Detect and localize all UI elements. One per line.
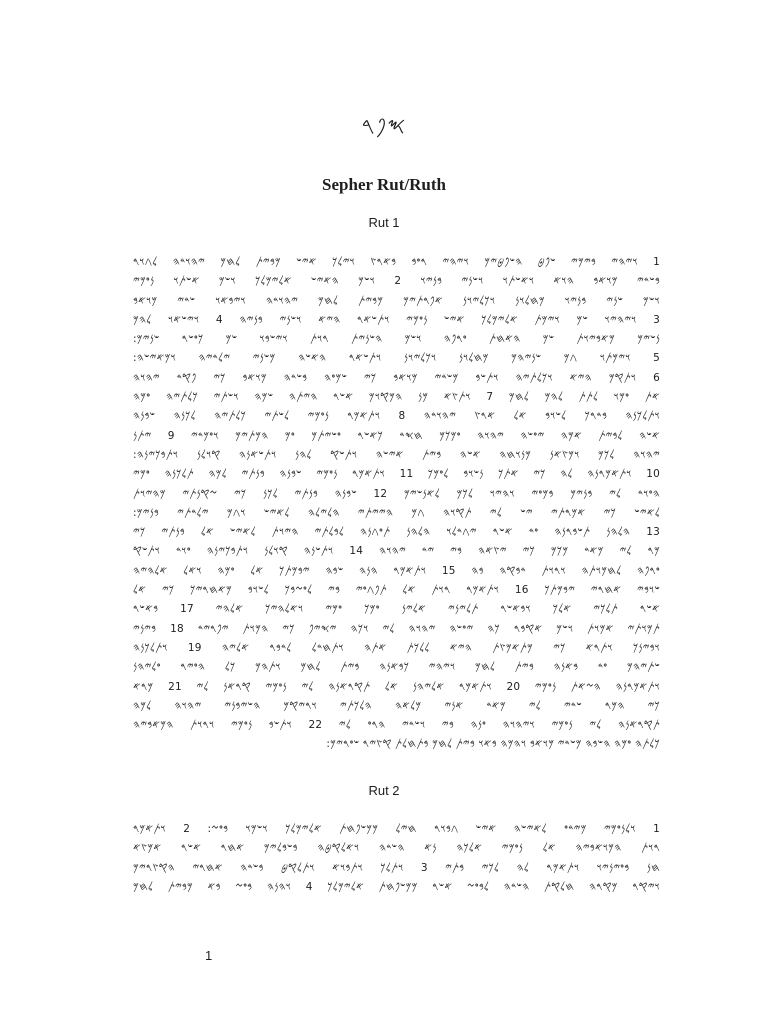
text-line: 𐤀𐤔𐤓 𐤕𐤋𐤊𐤉 𐤀𐤋𐤊 𐤅𐤁𐤀𐤔𐤓 𐤕𐤋𐤉𐤍𐤉 𐤀𐤋𐤉𐤍 𐤏𐤌𐤊 𐤏𐤌𐤉 𐤅𐤀𐤋𐤄𐤉𐤊 𐤀𐤋𐤄𐤉 17 𐤁𐤀𐤔𐤓 [133, 603, 660, 616]
text-line: 𐤓𐤅𐤕 𐤄𐤌𐤅𐤀𐤁𐤉𐤄 𐤀𐤋 𐤍𐤏𐤌𐤉 𐤀𐤋𐤊𐤄 𐤍𐤀 𐤄𐤔𐤃𐤄 𐤅𐤀𐤋𐤒𐤈𐤄 𐤁𐤔𐤁𐤋𐤉𐤌 𐤀𐤇𐤓 𐤀𐤔𐤓 𐤀𐤌𐤑𐤀 [133, 842, 660, 855]
text-line: 𐤌𐤓 𐤋𐤉 𐤌𐤀𐤃 𐤌𐤊𐤌 𐤊𐤉 𐤉𐤑𐤀𐤄 𐤁𐤉 𐤉𐤃 𐤉𐤄𐤅𐤄 14 𐤅𐤕𐤔𐤍𐤄 𐤒𐤅𐤋𐤍 𐤅𐤕𐤁𐤊𐤉𐤍𐤄 𐤏𐤅𐤃 𐤅𐤕𐤔𐤒 [133, 545, 660, 558]
text-line: 𐤍𐤔𐤉𐤌 𐤌𐤀𐤁𐤉𐤅𐤕 𐤔𐤌 𐤄𐤀𐤇𐤕 𐤏𐤓𐤐𐤄 𐤅𐤔𐤌 𐤄𐤔𐤍𐤉𐤕 𐤓𐤅𐤕 𐤅𐤉𐤔𐤁𐤅 𐤔𐤌 𐤊𐤏𐤔𐤓 𐤔𐤍𐤉𐤌: [133, 333, 660, 346]
text-line: 𐤀𐤔𐤄 𐤋𐤁𐤉𐤕 𐤀𐤌𐤄 𐤉𐤏𐤔𐤄 𐤉𐤄𐤅𐤄 𐤏𐤌𐤊𐤌 𐤇𐤎𐤃 𐤊𐤀𐤔𐤓 𐤏𐤔𐤉𐤕𐤌 𐤏𐤌 𐤄𐤌𐤕𐤉𐤌 𐤅𐤏𐤌𐤃𐤉 9 𐤉𐤕𐤍 [133, 429, 660, 442]
chapter-heading: Rut 2 [368, 783, 400, 798]
text-line: 3 𐤅𐤉𐤄𐤉𐤅 𐤔𐤌 𐤅𐤉𐤌𐤕 𐤀𐤋𐤉𐤌𐤋𐤊 𐤀𐤉𐤔 𐤍𐤏𐤌𐤉 𐤅𐤕𐤔𐤀𐤓 𐤄𐤉𐤀 𐤅𐤔𐤍𐤉 𐤁𐤍𐤉𐤄 4 𐤅𐤉𐤔𐤀𐤅 𐤋𐤄𐤌 [133, 313, 660, 326]
text-line: 𐤁𐤔𐤃𐤉 𐤌𐤅𐤀𐤁 𐤄𐤅𐤀 𐤅𐤀𐤔𐤕𐤅 𐤅𐤔𐤍𐤉 𐤁𐤍𐤉𐤅 2 𐤅𐤔𐤌 𐤄𐤀𐤉𐤔 𐤀𐤋𐤉𐤌𐤋𐤊 𐤅𐤔𐤌 𐤀𐤔𐤕𐤅 𐤍𐤏𐤌𐤉 [133, 275, 660, 288]
text-line: 𐤀𐤕 𐤏𐤌𐤅 𐤋𐤕𐤕 𐤋𐤄𐤌 𐤋𐤇𐤌 7 𐤅𐤕𐤑𐤀 𐤌𐤍 𐤄𐤌𐤒𐤅𐤌 𐤀𐤔𐤓 𐤄𐤉𐤕𐤄 𐤔𐤌𐤄 𐤅𐤔𐤕𐤉 𐤊𐤋𐤕𐤉𐤄 𐤏𐤌𐤄 [133, 391, 660, 404]
text-line: 𐤅𐤔𐤌 𐤔𐤍𐤉 𐤁𐤍𐤉𐤅 𐤌𐤇𐤋𐤅𐤍 𐤅𐤊𐤋𐤉𐤅𐤍 𐤀𐤐𐤓𐤕𐤉𐤌 𐤌𐤁𐤉𐤕 𐤋𐤇𐤌 𐤉𐤄𐤅𐤃𐤄 𐤅𐤉𐤁𐤀𐤅 𐤔𐤃𐤉 𐤌𐤅𐤀𐤁 [133, 294, 660, 307]
text-line: 13 𐤄𐤋𐤄𐤍 𐤕𐤔𐤁𐤓𐤍𐤄 𐤏𐤃 𐤀𐤔𐤓 𐤉𐤂𐤃𐤋𐤅 𐤄𐤋𐤄𐤍 𐤕𐤏𐤂𐤍𐤄 𐤋𐤁𐤋𐤕𐤉 𐤄𐤉𐤅𐤕 𐤋𐤀𐤉𐤔 𐤀𐤋 𐤁𐤍𐤕𐤉 𐤊𐤉 [133, 526, 660, 539]
text-line: 𐤄𐤏𐤅𐤃 𐤋𐤉 𐤁𐤍𐤉𐤌 𐤁𐤌𐤏𐤉 𐤅𐤄𐤉𐤅 𐤋𐤊𐤌 𐤋𐤀𐤍𐤔𐤉𐤌 12 𐤔𐤁𐤍𐤄 𐤁𐤍𐤕𐤉 𐤋𐤊𐤍 𐤊𐤉 𐤆𐤒𐤍𐤕𐤉 𐤌𐤄𐤉𐤅𐤕 [133, 487, 660, 500]
text-line: 𐤔𐤕𐤉𐤄𐤌 𐤏𐤃 𐤁𐤀𐤍𐤄 𐤁𐤉𐤕 𐤋𐤇𐤌 𐤅𐤉𐤄𐤉 𐤊𐤁𐤀𐤍𐤄 𐤁𐤉𐤕 𐤋𐤇𐤌 𐤅𐤕𐤄𐤌 𐤊𐤋 𐤄𐤏𐤉𐤓 𐤏𐤋𐤉𐤄𐤍 [133, 661, 660, 674]
text-line: 𐤕𐤒𐤓𐤀𐤍𐤄 𐤋𐤉 𐤍𐤏𐤌𐤉 𐤅𐤉𐤄𐤅𐤄 𐤏𐤍𐤄 𐤁𐤉 𐤅𐤔𐤃𐤉 𐤄𐤓𐤏 𐤋𐤉 22 𐤅𐤕𐤔𐤁 𐤍𐤏𐤌𐤉 𐤅𐤓𐤅𐤕 𐤄𐤌𐤀𐤁𐤉𐤄 [133, 719, 660, 732]
text-line: 5 𐤅𐤉𐤌𐤕𐤅 𐤂𐤌 𐤔𐤍𐤉𐤄𐤌 𐤌𐤇𐤋𐤅𐤍 𐤅𐤊𐤋𐤉𐤅𐤍 𐤅𐤕𐤔𐤀𐤓 𐤄𐤀𐤔𐤄 𐤌𐤔𐤍𐤉 𐤉𐤋𐤃𐤉𐤄 𐤅𐤌𐤀𐤉𐤔𐤄: [133, 352, 660, 365]
chapter-1-text [133, 253, 660, 755]
text-line: 10 𐤅𐤕𐤀𐤌𐤓𐤍𐤄 𐤋𐤄 𐤊𐤉 𐤀𐤕𐤊 𐤍𐤔𐤅𐤁 𐤋𐤏𐤌𐤊 11 𐤅𐤕𐤀𐤌𐤓 𐤍𐤏𐤌𐤉 𐤔𐤁𐤍𐤄 𐤁𐤍𐤕𐤉 𐤋𐤌𐤄 𐤕𐤋𐤊𐤍𐤄 𐤏𐤌𐤉 [133, 468, 660, 481]
text-line: 𐤅𐤁𐤉𐤍𐤊 𐤅𐤕𐤓𐤀 𐤊𐤉 𐤌𐤕𐤀𐤌𐤑𐤕 𐤄𐤉𐤀 𐤋𐤋𐤊𐤕 𐤀𐤕𐤄 𐤅𐤕𐤇𐤃𐤋 𐤋𐤃𐤁𐤓 𐤀𐤋𐤉𐤄 19 𐤅𐤕𐤋𐤊𐤍𐤄 [133, 641, 660, 654]
text-line: 𐤊𐤉 𐤄𐤌𐤓 𐤔𐤃𐤉 𐤋𐤉 𐤌𐤀𐤃 𐤀𐤍𐤉 𐤌𐤋𐤀𐤄 𐤄𐤋𐤊𐤕𐤉 𐤅𐤓𐤉𐤒𐤌 𐤄𐤔𐤉𐤁𐤍𐤉 𐤉𐤄𐤅𐤄 𐤋𐤌𐤄 [133, 699, 660, 712]
text-line: 𐤕𐤌𐤅𐤕𐤉 𐤀𐤌𐤅𐤕 𐤅𐤔𐤌 𐤀𐤒𐤁𐤓 𐤊𐤄 𐤉𐤏𐤔𐤄 𐤉𐤄𐤅𐤄 𐤋𐤉 𐤅𐤊𐤄 𐤉𐤎𐤉𐤐 𐤊𐤉 𐤄𐤌𐤅𐤕 𐤉𐤐𐤓𐤉𐤃 18 𐤁𐤉𐤍𐤉 [133, 622, 660, 635]
text-line: 𐤔𐤅𐤁𐤉 𐤀𐤇𐤓𐤉 𐤉𐤁𐤌𐤕𐤊 16 𐤅𐤕𐤀𐤌𐤓 𐤓𐤅𐤕 𐤀𐤋 𐤕𐤐𐤂𐤏𐤉 𐤁𐤉 𐤋𐤏𐤆𐤁𐤊 𐤋𐤔𐤅𐤁 𐤌𐤀𐤇𐤓𐤉𐤊 𐤊𐤉 𐤀𐤋 [133, 584, 660, 597]
text-line: 1 𐤅𐤋𐤍𐤏𐤌𐤉 𐤌𐤉𐤃𐤏 𐤋𐤀𐤉𐤔𐤄 𐤀𐤉𐤔 𐤂𐤁𐤅𐤓 𐤇𐤉𐤋 𐤌𐤌𐤔𐤐𐤇𐤕 𐤀𐤋𐤉𐤌𐤋𐤊 𐤅𐤔𐤌𐤅 𐤁𐤏𐤆: 2 𐤅𐤕𐤀𐤌𐤓 [133, 823, 660, 835]
text-line: 6 𐤅𐤕𐤒𐤌 𐤄𐤉𐤀 𐤅𐤊𐤋𐤕𐤉𐤄 𐤅𐤕𐤔𐤁 𐤌𐤔𐤃𐤉 𐤌𐤅𐤀𐤁 𐤊𐤉 𐤔𐤌𐤏𐤄 𐤁𐤔𐤃𐤄 𐤌𐤅𐤀𐤁 𐤊𐤉 𐤐𐤒𐤃 𐤉𐤄𐤅𐤄 [133, 371, 660, 384]
chapter-2-text [133, 820, 660, 897]
script-title: 𐤎𐤐𐤓 [361, 114, 407, 139]
text-line: 𐤊𐤋𐤕𐤄 𐤏𐤌𐤄 𐤄𐤔𐤁𐤄 𐤌𐤔𐤃𐤉 𐤌𐤅𐤀𐤁 𐤅𐤄𐤌𐤄 𐤁𐤀𐤅 𐤁𐤉𐤕 𐤋𐤇𐤌 𐤁𐤕𐤇𐤋𐤕 𐤒𐤑𐤉𐤓 𐤔𐤏𐤓𐤉𐤌: [326, 738, 660, 751]
text-line: 𐤅𐤕𐤋𐤊𐤍𐤄 𐤁𐤃𐤓𐤊 𐤋𐤔𐤅𐤁 𐤀𐤋 𐤀𐤓𐤑 𐤉𐤄𐤅𐤃𐤄 8 𐤅𐤕𐤀𐤌𐤓 𐤍𐤏𐤌𐤉 𐤋𐤔𐤕𐤉 𐤊𐤋𐤕𐤉𐤄 𐤋𐤊𐤍𐤄 𐤔𐤁𐤍𐤄 [133, 410, 660, 423]
text-line: 𐤅𐤕𐤀𐤌𐤓𐤍𐤄 𐤄𐤆𐤀𐤕 𐤍𐤏𐤌𐤉 20 𐤅𐤕𐤀𐤌𐤓 𐤀𐤋𐤉𐤄𐤍 𐤀𐤋 𐤕𐤒𐤓𐤀𐤍𐤄 𐤋𐤉 𐤍𐤏𐤌𐤉 𐤒𐤓𐤀𐤍 𐤋𐤉 21 𐤌𐤓𐤀 [133, 680, 660, 693]
document-title: Sepher Rut/Ruth [322, 175, 446, 194]
text-line: 1 𐤅𐤉𐤄𐤉 𐤁𐤉𐤌𐤉 𐤔𐤐𐤈 𐤄𐤔𐤐𐤈𐤉𐤌 𐤅𐤉𐤄𐤉 𐤓𐤏𐤁 𐤁𐤀𐤓𐤑 𐤅𐤉𐤋𐤊 𐤀𐤉𐤔 𐤌𐤁𐤉𐤕 𐤋𐤇𐤌 𐤉𐤄𐤅𐤃𐤄 𐤋𐤂𐤅𐤓 [133, 256, 660, 268]
text-line: 𐤏𐤓𐤐𐤄 𐤋𐤇𐤌𐤅𐤕𐤄 𐤅𐤓𐤅𐤕 𐤃𐤁𐤒𐤄 𐤁𐤄 15 𐤅𐤕𐤀𐤌𐤓 𐤄𐤍𐤄 𐤔𐤁𐤄 𐤉𐤁𐤌𐤕𐤊 𐤀𐤋 𐤏𐤌𐤄 𐤅𐤀𐤋 𐤀𐤋𐤄𐤉𐤄 [133, 564, 660, 577]
chapter-heading: Rut 1 [368, 215, 400, 230]
text-line: 𐤋𐤀𐤉𐤔 𐤊𐤉 𐤀𐤌𐤓𐤕𐤉 𐤉𐤔 𐤋𐤉 𐤕𐤒𐤅𐤄 𐤂𐤌 𐤄𐤉𐤉𐤕𐤉 𐤄𐤋𐤉𐤋𐤄 𐤋𐤀𐤉𐤔 𐤅𐤂𐤌 𐤉𐤋𐤃𐤕𐤉 𐤁𐤍𐤉𐤌: [133, 506, 660, 519]
text-line: 𐤅𐤉𐤒𐤓 𐤌𐤒𐤓𐤄 𐤇𐤋𐤒𐤕 𐤄𐤔𐤃𐤄 𐤋𐤁𐤏𐤆 𐤀𐤔𐤓 𐤌𐤌𐤔𐤐𐤇𐤕 𐤀𐤋𐤉𐤌𐤋𐤊 4 𐤅𐤄𐤍𐤄 𐤁𐤏𐤆 𐤁𐤀 𐤌𐤁𐤉𐤕 𐤋𐤇𐤌 [133, 880, 660, 893]
text-line: 𐤇𐤍 𐤁𐤏𐤉𐤍𐤉𐤅 𐤅𐤕𐤀𐤌𐤓 𐤋𐤄 𐤋𐤊𐤉 𐤁𐤕𐤉 3 𐤅𐤕𐤋𐤊 𐤅𐤕𐤁𐤅𐤀 𐤅𐤕𐤋𐤒𐤈 𐤁𐤔𐤃𐤄 𐤀𐤇𐤓𐤉 𐤄𐤒𐤑𐤓𐤉𐤌 [133, 861, 660, 874]
text-line: 𐤉𐤄𐤅𐤄 𐤋𐤊𐤌 𐤅𐤌𐤑𐤀𐤍 𐤌𐤍𐤅𐤇𐤄 𐤀𐤔𐤄 𐤁𐤉𐤕 𐤀𐤉𐤔𐤄 𐤅𐤕𐤔𐤒 𐤋𐤄𐤍 𐤅𐤕𐤔𐤀𐤍𐤄 𐤒𐤅𐤋𐤍 𐤅𐤕𐤁𐤊𐤉𐤍𐤄: [133, 448, 660, 461]
page-number: 1 [205, 948, 213, 963]
